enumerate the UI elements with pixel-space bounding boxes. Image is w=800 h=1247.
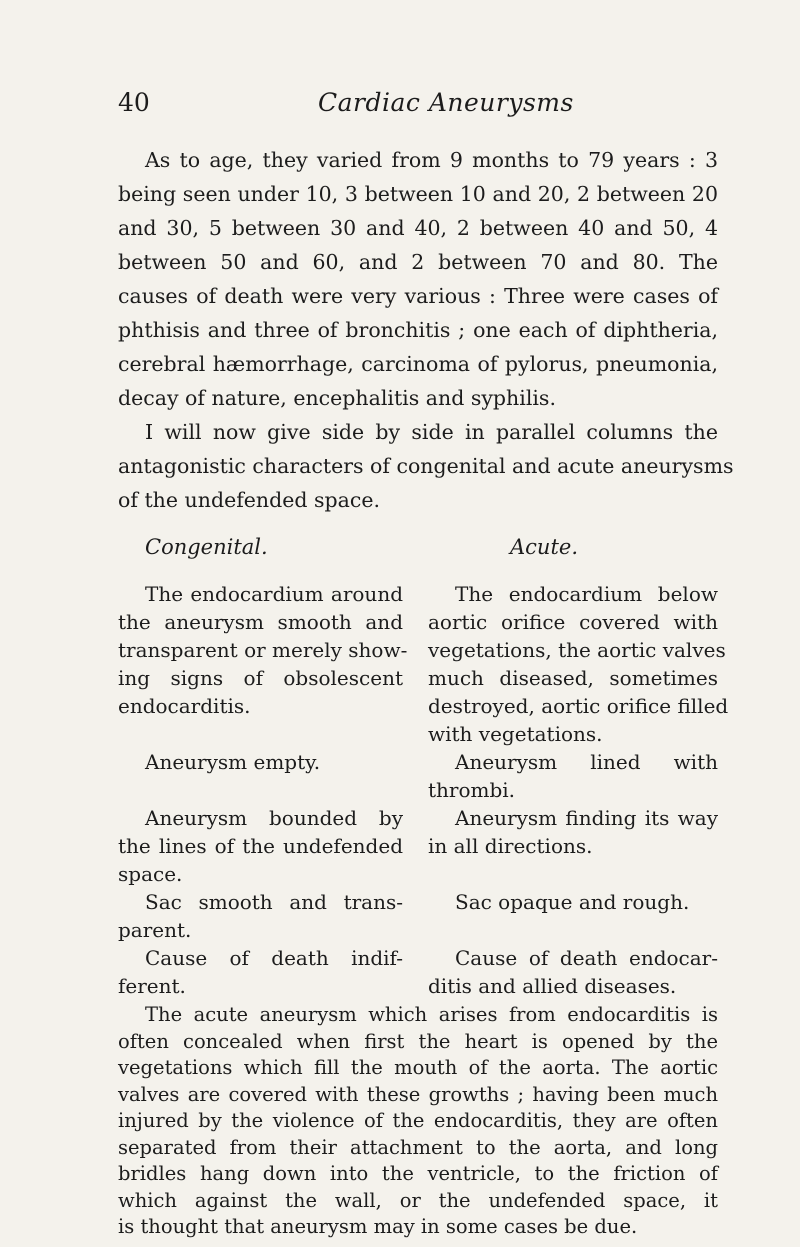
column-line: endocarditis. [118, 694, 251, 718]
column-line: aortic orifice covered with [428, 610, 718, 634]
text-line: The acute aneurysm which arises from endocarditis is [145, 1003, 718, 1026]
column-line: with vegetations. [428, 722, 603, 746]
column-line: Cause of death endocar- [455, 946, 718, 970]
text-line: cerebral hæmorrhage, carcinoma of pylorus, pneumonia, [118, 352, 718, 376]
column-line [428, 860, 718, 888]
page-number: 40 [118, 88, 150, 117]
text-line: I will now give side by side in parallel columns the [145, 420, 718, 444]
column-line [428, 916, 718, 944]
text-line: being seen under 10, 3 between 10 and 20, 2 between 20 [118, 182, 718, 206]
text-line: often concealed when first the heart is opened by the [118, 1029, 718, 1053]
column-line: thrombi. [428, 778, 516, 802]
text-line: causes of death were very various : Three were cases of [118, 284, 718, 308]
column-line: space. [118, 862, 183, 886]
column-line [118, 720, 403, 748]
text-line: vegetations which fill the mouth of the aorta. The aortic [118, 1056, 718, 1079]
acute-column [428, 580, 729, 1000]
text-line: is thought that aneurysm may in some cases be due. [118, 1215, 638, 1238]
text-line: phthisis and three of bronchitis ; one each of diphtheria, [118, 318, 718, 342]
column-line: ing signs of obsolescent [118, 666, 403, 690]
column-line: transparent or merely show- [118, 638, 408, 662]
column-line: in all directions. [428, 834, 593, 858]
column-line: Aneurysm lined with [455, 750, 718, 774]
column-line: Aneurysm finding its way [455, 806, 718, 830]
column-line: vegetations, the aortic valves [428, 638, 726, 662]
congenital-heading: Congenital. [145, 535, 268, 559]
column-line: the lines of the undefended [118, 834, 403, 858]
text-line: between 50 and 60, and 2 between 70 and 80. The [118, 250, 718, 274]
text-line: valves are covered with these growths ; having been much [118, 1082, 718, 1106]
text-line: separated from their attachment to the aorta, and long [118, 1135, 718, 1159]
column-line: ferent. [118, 974, 186, 998]
text-line: injured by the violence of the endocarditis, they are often [118, 1109, 718, 1132]
column-line: Aneurysm empty. [145, 750, 321, 774]
text-line: which against the wall, or the undefended space, it [118, 1188, 718, 1212]
running-title: Cardiac Aneurysms [318, 88, 574, 117]
column-line: Sac smooth and trans- [145, 890, 403, 914]
column-line: Sac opaque and rough. [455, 890, 690, 914]
column-line: The endocardium around [145, 582, 403, 606]
text-line: and 30, 5 between 30 and 40, 2 between 40 and 50, 4 [118, 216, 718, 240]
column-line: destroyed, aortic orifice filled [428, 694, 729, 718]
acute-heading: Acute. [510, 535, 578, 559]
page-header [118, 88, 718, 124]
column-line: Cause of death indif- [145, 946, 403, 970]
column-line: Aneurysm bounded by [145, 806, 403, 830]
column-line: ditis and allied diseases. [428, 974, 677, 998]
column-line: much diseased, sometimes [428, 666, 718, 690]
text-line: decay of nature, encephalitis and syphilis. [118, 386, 556, 410]
text-line: As to age, they varied from 9 months to 79 years : 3 [145, 148, 718, 172]
column-line [118, 776, 403, 804]
column-line: The endocardium below [455, 582, 718, 606]
text-line: antagonistic characters of congenital and acute aneurysms [118, 454, 734, 478]
column-line: the aneurysm smooth and [118, 610, 403, 634]
text-line: bridles hang down into the ventricle, to the friction of [118, 1162, 718, 1185]
column-line: parent. [118, 918, 192, 942]
congenital-column [118, 580, 408, 1000]
text-line: of the undefended space. [118, 488, 381, 512]
